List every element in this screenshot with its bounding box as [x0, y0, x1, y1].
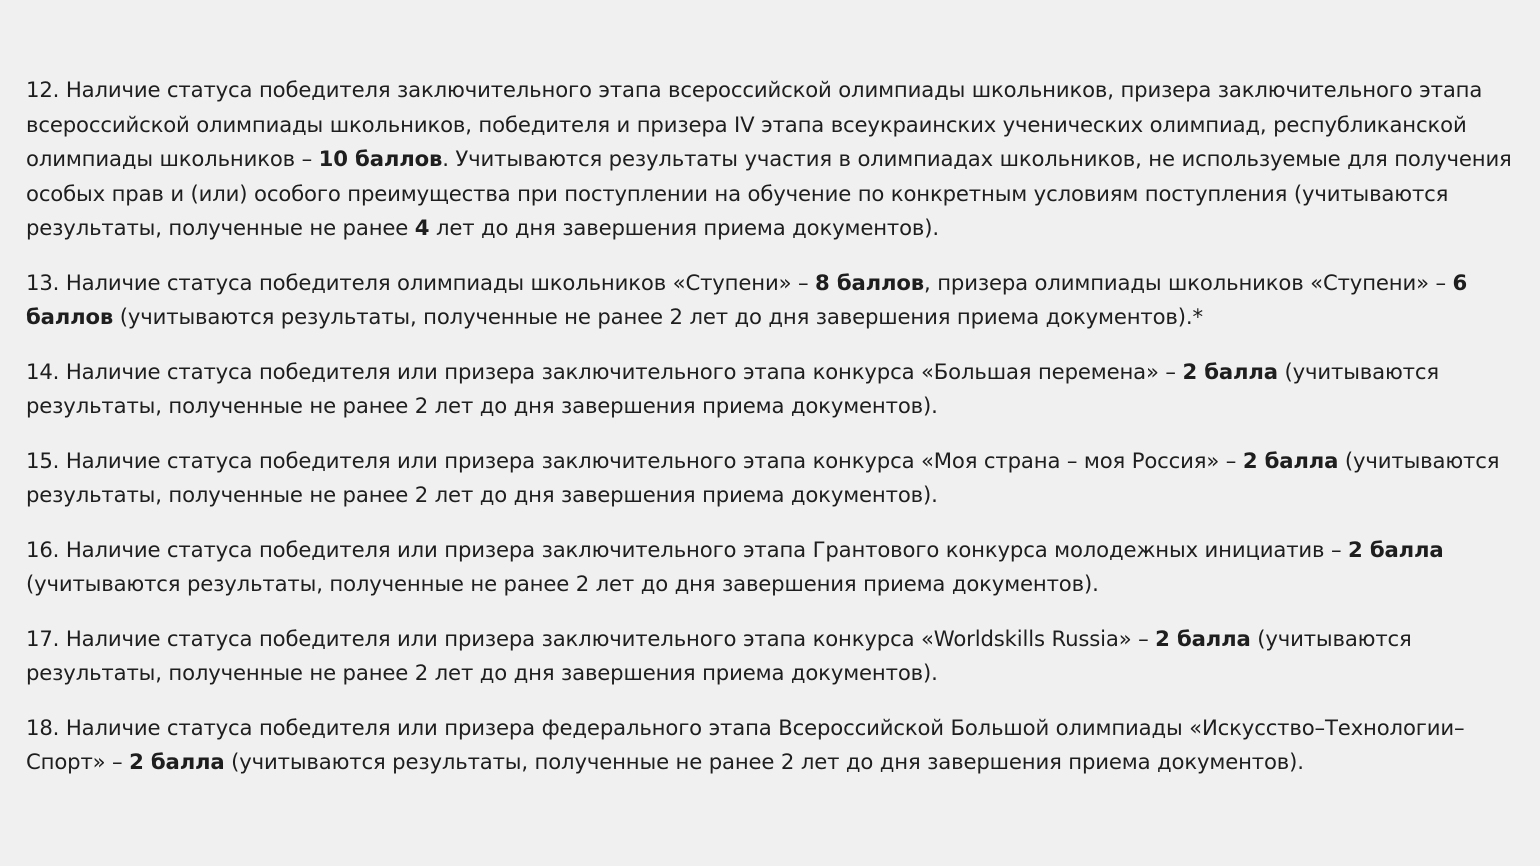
criterion-text: 18. Наличие статуса победителя или призера федерального этапа Всероссийской Большой олимпиады «Искусство–Технологии–Спорт» –: [26, 714, 1465, 774]
criterion-12: [26, 73, 1526, 246]
criterion-text: (учитываются результаты, полученные не ранее 2 лет до дня завершения приема документов).: [26, 625, 1412, 685]
criterion-text: (учитываются результаты, полученные не ранее 2 лет до дня завершения приема документов).: [26, 358, 1439, 418]
criterion-text: 16. Наличие статуса победителя или призера заключительного этапа Грантового конкурса молодежных инициатив –: [26, 536, 1348, 562]
years-value: 4: [414, 215, 430, 240]
criterion-text: 12. Наличие статуса победителя заключительного этапа всероссийской олимпиады школьников, призера заключительного этапа всероссийской олимпиады школьников, победителя и призера IV этапа всеукраинских ученических олимпиад, республиканской олимпиады школьников –: [26, 77, 1483, 171]
criterion-text: 15. Наличие статуса победителя или призера заключительного этапа конкурса «Моя страна – моя Россия» –: [26, 447, 1243, 473]
score-value: 6 баллов: [26, 269, 1468, 329]
score-value: 2 балла: [129, 749, 225, 774]
criterion-13: [26, 266, 1526, 335]
criterion-text: (учитываются результаты, полученные не ранее 2 лет до дня завершения приема документов).: [224, 749, 1304, 774]
criterion-16: [26, 533, 1526, 602]
criterion-15: [26, 444, 1526, 513]
criterion-14: [26, 355, 1526, 424]
criterion-17: [26, 622, 1526, 691]
score-value: 10 баллов: [318, 146, 443, 171]
score-value: 2 балла: [1242, 447, 1339, 473]
document-body: [26, 73, 1526, 800]
score-value: 2 балла: [1155, 625, 1251, 651]
criterion-text: (учитываются результаты, полученные не ранее 2 лет до дня завершения приема документов).: [26, 447, 1500, 507]
criterion-text: 17. Наличие статуса победителя или призера заключительного этапа конкурса «Worldskills Russia» –: [26, 625, 1156, 651]
criterion-text: . Учитываются результаты участия в олимпиадах школьников, не используемые для получения особых прав и (или) особого преимущества при поступлении на обучение по конкретным условиям поступления (учитываются результаты, полученные не ранее: [26, 146, 1512, 240]
criterion-text: лет до дня завершения приема документов).: [429, 215, 939, 240]
criterion-text: 13. Наличие статуса победителя олимпиады школьников «Ступени» –: [26, 269, 816, 295]
score-value: 2 балла: [1348, 536, 1444, 562]
criterion-text: 14. Наличие статуса победителя или призера заключительного этапа конкурса «Большая перемена» –: [26, 358, 1183, 384]
criterion-text: , призера олимпиады школьников «Ступени» –: [924, 269, 1453, 295]
criterion-text: (учитываются результаты, полученные не ранее 2 лет до дня завершения приема документов).*: [113, 304, 1203, 329]
score-value: 8 баллов: [815, 269, 925, 295]
criterion-18: [26, 711, 1526, 780]
score-value: 2 балла: [1182, 358, 1278, 384]
criterion-text: (учитываются результаты, полученные не ранее 2 лет до дня завершения приема документов).: [26, 571, 1099, 596]
